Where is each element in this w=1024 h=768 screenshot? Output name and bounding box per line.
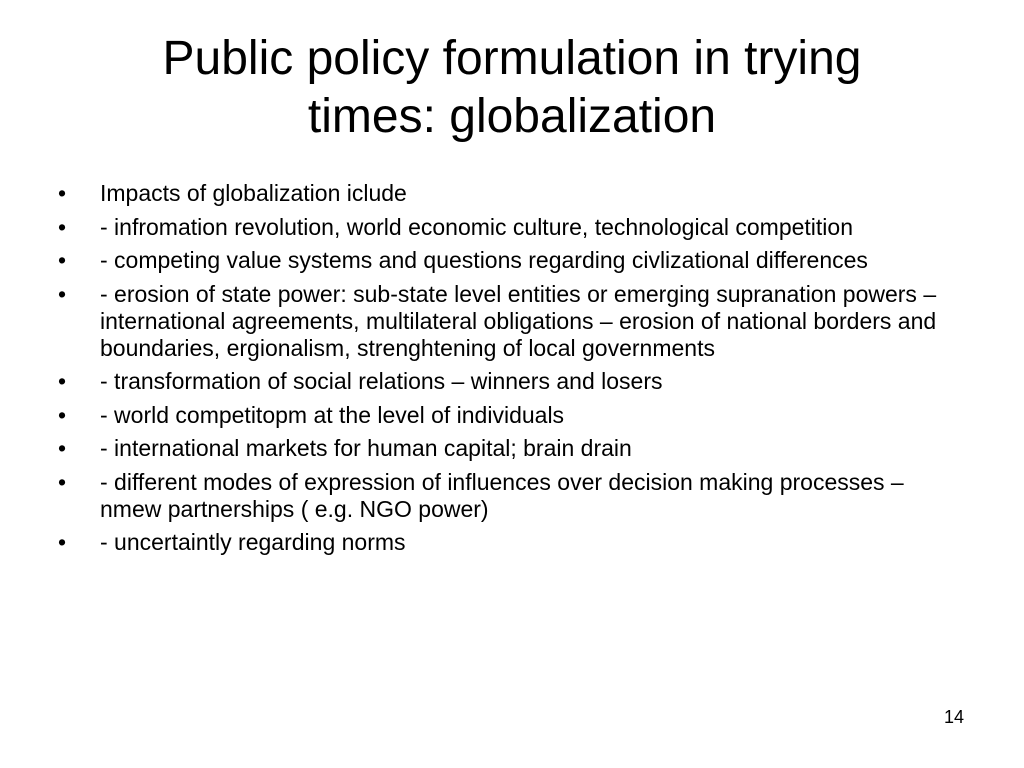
bullet-marker-icon: • [58, 401, 67, 428]
bullet-item [58, 214, 958, 241]
bullet-marker-icon: • [58, 180, 67, 206]
bullet-marker-icon: • [58, 368, 67, 394]
bullet-text: - international markets for human capital; brain drain [100, 435, 632, 461]
bullet-item [58, 402, 958, 429]
bullet-item [58, 435, 958, 462]
bullet-marker-icon: • [58, 213, 67, 240]
bullet-list [58, 180, 958, 563]
bullet-text: - competing value systems and questions regarding civlizational differences [100, 247, 868, 273]
bullet-marker-icon: • [58, 280, 67, 307]
bullet-text: - uncertaintly regarding norms [100, 529, 406, 555]
bullet-marker-icon: • [58, 247, 67, 273]
bullet-item [58, 529, 958, 556]
bullet-item [58, 281, 958, 362]
slide-page-number: 14 [943, 707, 964, 727]
bullet-item [58, 469, 958, 523]
slide-title-line-2: times: globalization [307, 90, 717, 143]
bullet-text: Impacts of globalization iclude [100, 180, 407, 206]
bullet-marker-icon: • [58, 468, 67, 495]
slide-title [60, 30, 964, 146]
bullet-item [58, 247, 958, 274]
slide-title-line-1: Public policy formulation in trying [162, 32, 862, 85]
bullet-item [58, 368, 958, 395]
bullet-text: - transformation of social relations – winners and losers [100, 368, 663, 394]
bullet-marker-icon: • [58, 435, 67, 461]
bullet-text: - world competitopm at the level of individuals [100, 401, 565, 428]
bullet-marker-icon: • [58, 529, 67, 555]
bullet-text: - different modes of expression of influences over decision making processes – nmew partnerships ( e.g. NGO power) [100, 468, 904, 522]
bullet-item [58, 180, 958, 207]
bullet-text: - infromation revolution, world economic culture, technological competition [100, 213, 853, 240]
bullet-text: - erosion of state power: sub-state level entities or emerging supranation powers – international agreements, multilateral obligations – erosion of national borders and boundaries, ergionalism, strenghtening of local governments [100, 280, 937, 361]
